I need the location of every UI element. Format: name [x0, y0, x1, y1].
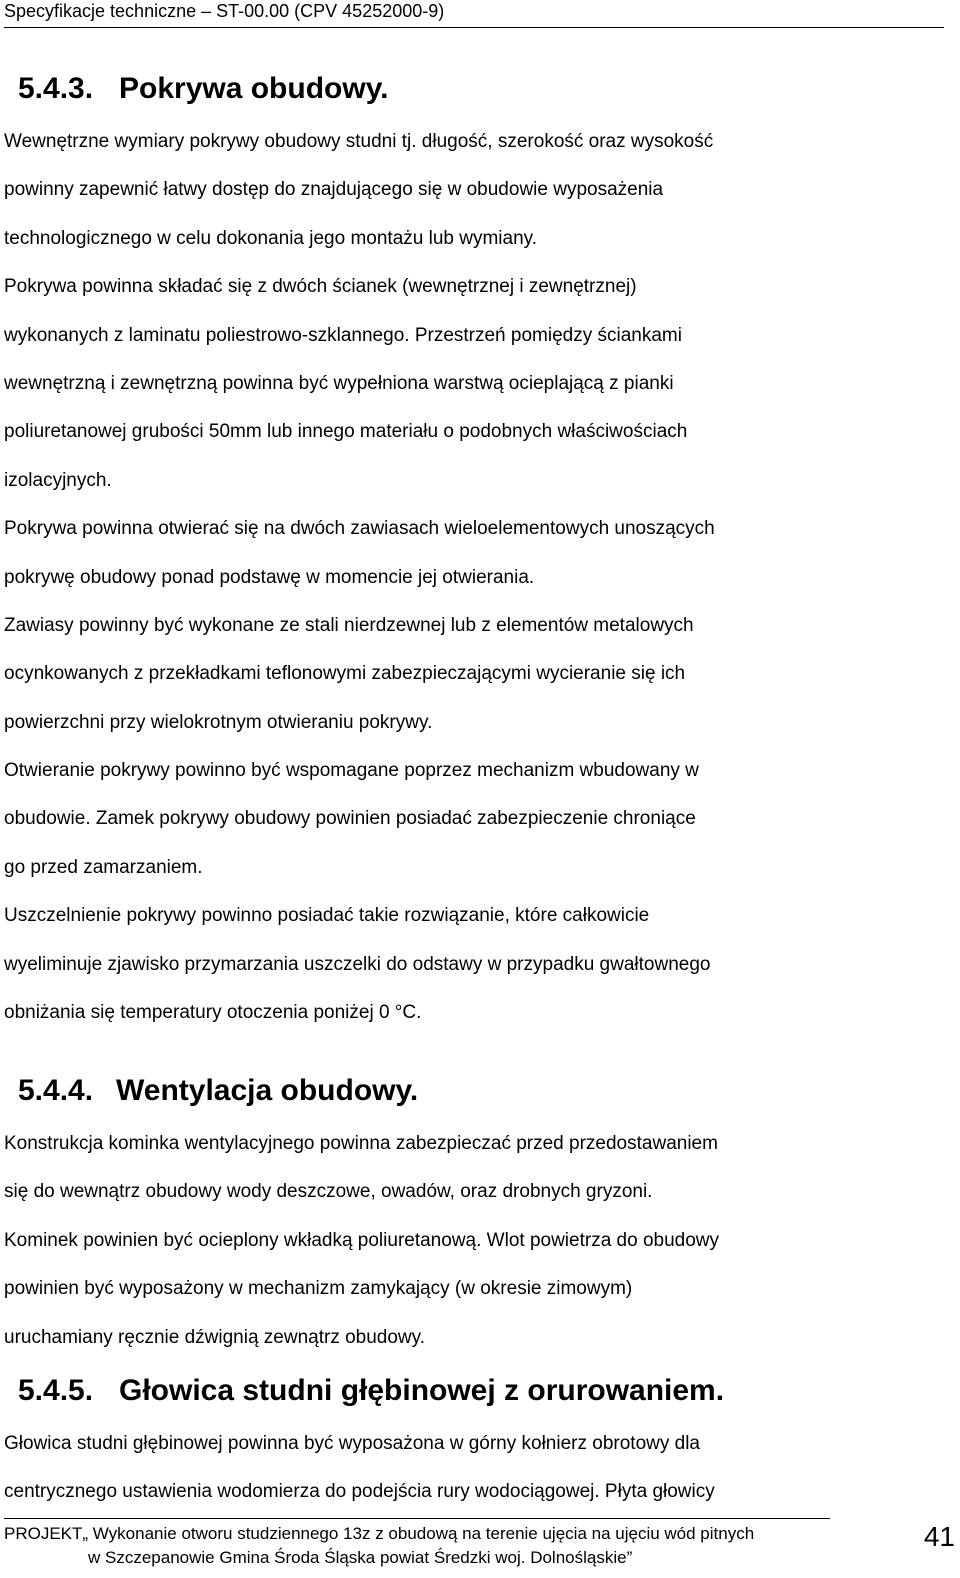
section-title: Głowica studni głębinowej z orurowaniem. — [119, 1374, 725, 1407]
text-line: wyeliminuje zjawisko przymarzania uszczelki do odstawy w przypadku gwałtownego — [4, 953, 711, 975]
section-number: 5.4.5. — [18, 1374, 94, 1407]
text-line: Pokrywa powinna składać się z dwóch ścianek (wewnętrznej i zewnętrznej) — [4, 276, 637, 298]
text-line: go przed zamarzaniem. — [4, 856, 203, 878]
text-line: powinien być wyposażony w mechanizm zamykający (w okresie zimowym) — [4, 1278, 633, 1300]
section-number: 5.4.3. — [18, 72, 94, 105]
text-line: wewnętrzną i zewnętrzną powinna być wypełniona warstwą ocieplającą z pianki — [4, 372, 674, 394]
section-number: 5.4.4. — [18, 1074, 94, 1107]
text-line: wykonanych z laminatu poliestrowo-szklannego. Przestrzeń pomiędzy ściankami — [4, 324, 682, 346]
text-line: Kominek powinien być ocieplony wkładką poliuretanową. Wlot powietrza do obudowy — [4, 1229, 720, 1251]
section-title: Wentylacja obudowy. — [116, 1074, 419, 1107]
text-line: ocynkowanych z przekładkami teflonowymi zabezpieczającymi wycieranie się ich — [4, 663, 686, 685]
page-number: 41 — [923, 1521, 955, 1552]
text-line: powinny zapewnić łatwy dostęp do znajdującego się w obudowie wyposażenia — [4, 179, 664, 201]
section-title: Pokrywa obudowy. — [119, 72, 389, 105]
text-line: uruchamiany ręcznie dźwignią zewnątrz obudowy. — [4, 1326, 426, 1348]
text-line: Głowica studni głębinowej powinna być wyposażona w górny kołnierz obrotowy dla — [4, 1433, 700, 1454]
text-line: centrycznego ustawienia wodomierza do podejścia rury wodociągowej. Płyta głowicy — [4, 1481, 715, 1503]
text-line: Pokrywa powinna otwierać się na dwóch zawiasach wieloelementowych unoszących — [4, 518, 715, 540]
footer-line-2: w Szczepanowie Gmina Środa Śląska powiat Średzki woj. Dolnośląskie” — [88, 1548, 633, 1567]
page-header — [4, 0, 944, 28]
text-line: Uszczelnienie pokrywy powinno posiadać takie rozwiązanie, które całkowicie — [4, 905, 650, 927]
text-line: poliuretanowej grubości 50mm lub innego materiału o podobnych właściwościach — [4, 421, 688, 443]
section-body-5-4-3 — [4, 118, 954, 1037]
header-title: Specyfikacje techniczne – ST-00.00 (CPV 45252000-9) — [4, 1, 445, 21]
text-line: pokrywę obudowy ponad podstawę w momencie jej otwierania. — [4, 566, 535, 588]
section-body-5-4-4 — [4, 1120, 954, 1362]
footer-divider — [4, 1518, 830, 1519]
section-heading-5-4-4 — [18, 1073, 418, 1109]
text-line: obudowie. Zamek pokrywy obudowy powinien posiadać zabezpieczenie chroniące — [4, 808, 696, 830]
text-line: Otwieranie pokrywy powinno być wspomagane poprzez mechanizm wbudowany w — [4, 760, 699, 782]
section-heading-5-4-3 — [18, 71, 389, 107]
section-heading-5-4-5 — [18, 1373, 724, 1409]
text-line: się do wewnątrz obudowy wody deszczowe, owadów, oraz drobnych gryzoni. — [4, 1181, 653, 1203]
text-line: technologicznego w celu dokonania jego montażu lub wymiany. — [4, 227, 538, 249]
footer-line-1: PROJEKT„ Wykonanie otworu studziennego 13z z obudową na terenie ujęcia na ujęciu wód pitnych — [4, 1524, 755, 1543]
text-line: obniżania się temperatury otoczenia poniżej 0 °C. — [4, 1002, 422, 1024]
section-body-5-4-5 — [4, 1420, 954, 1517]
text-line: Zawiasy powinny być wykonane ze stali nierdzewnej lub z elementów metalowych — [4, 614, 694, 636]
page-footer — [4, 1522, 754, 1570]
text-line: izolacyjnych. — [4, 469, 112, 491]
text-line: Wewnętrzne wymiary pokrywy obudowy studni tj. długość, szerokość oraz wysokość — [4, 131, 714, 152]
text-line: powierzchni przy wielokrotnym otwieraniu pokrywy. — [4, 711, 433, 733]
text-line: Konstrukcja kominka wentylacyjnego powinna zabezpieczać przed przedostawaniem — [4, 1133, 718, 1154]
